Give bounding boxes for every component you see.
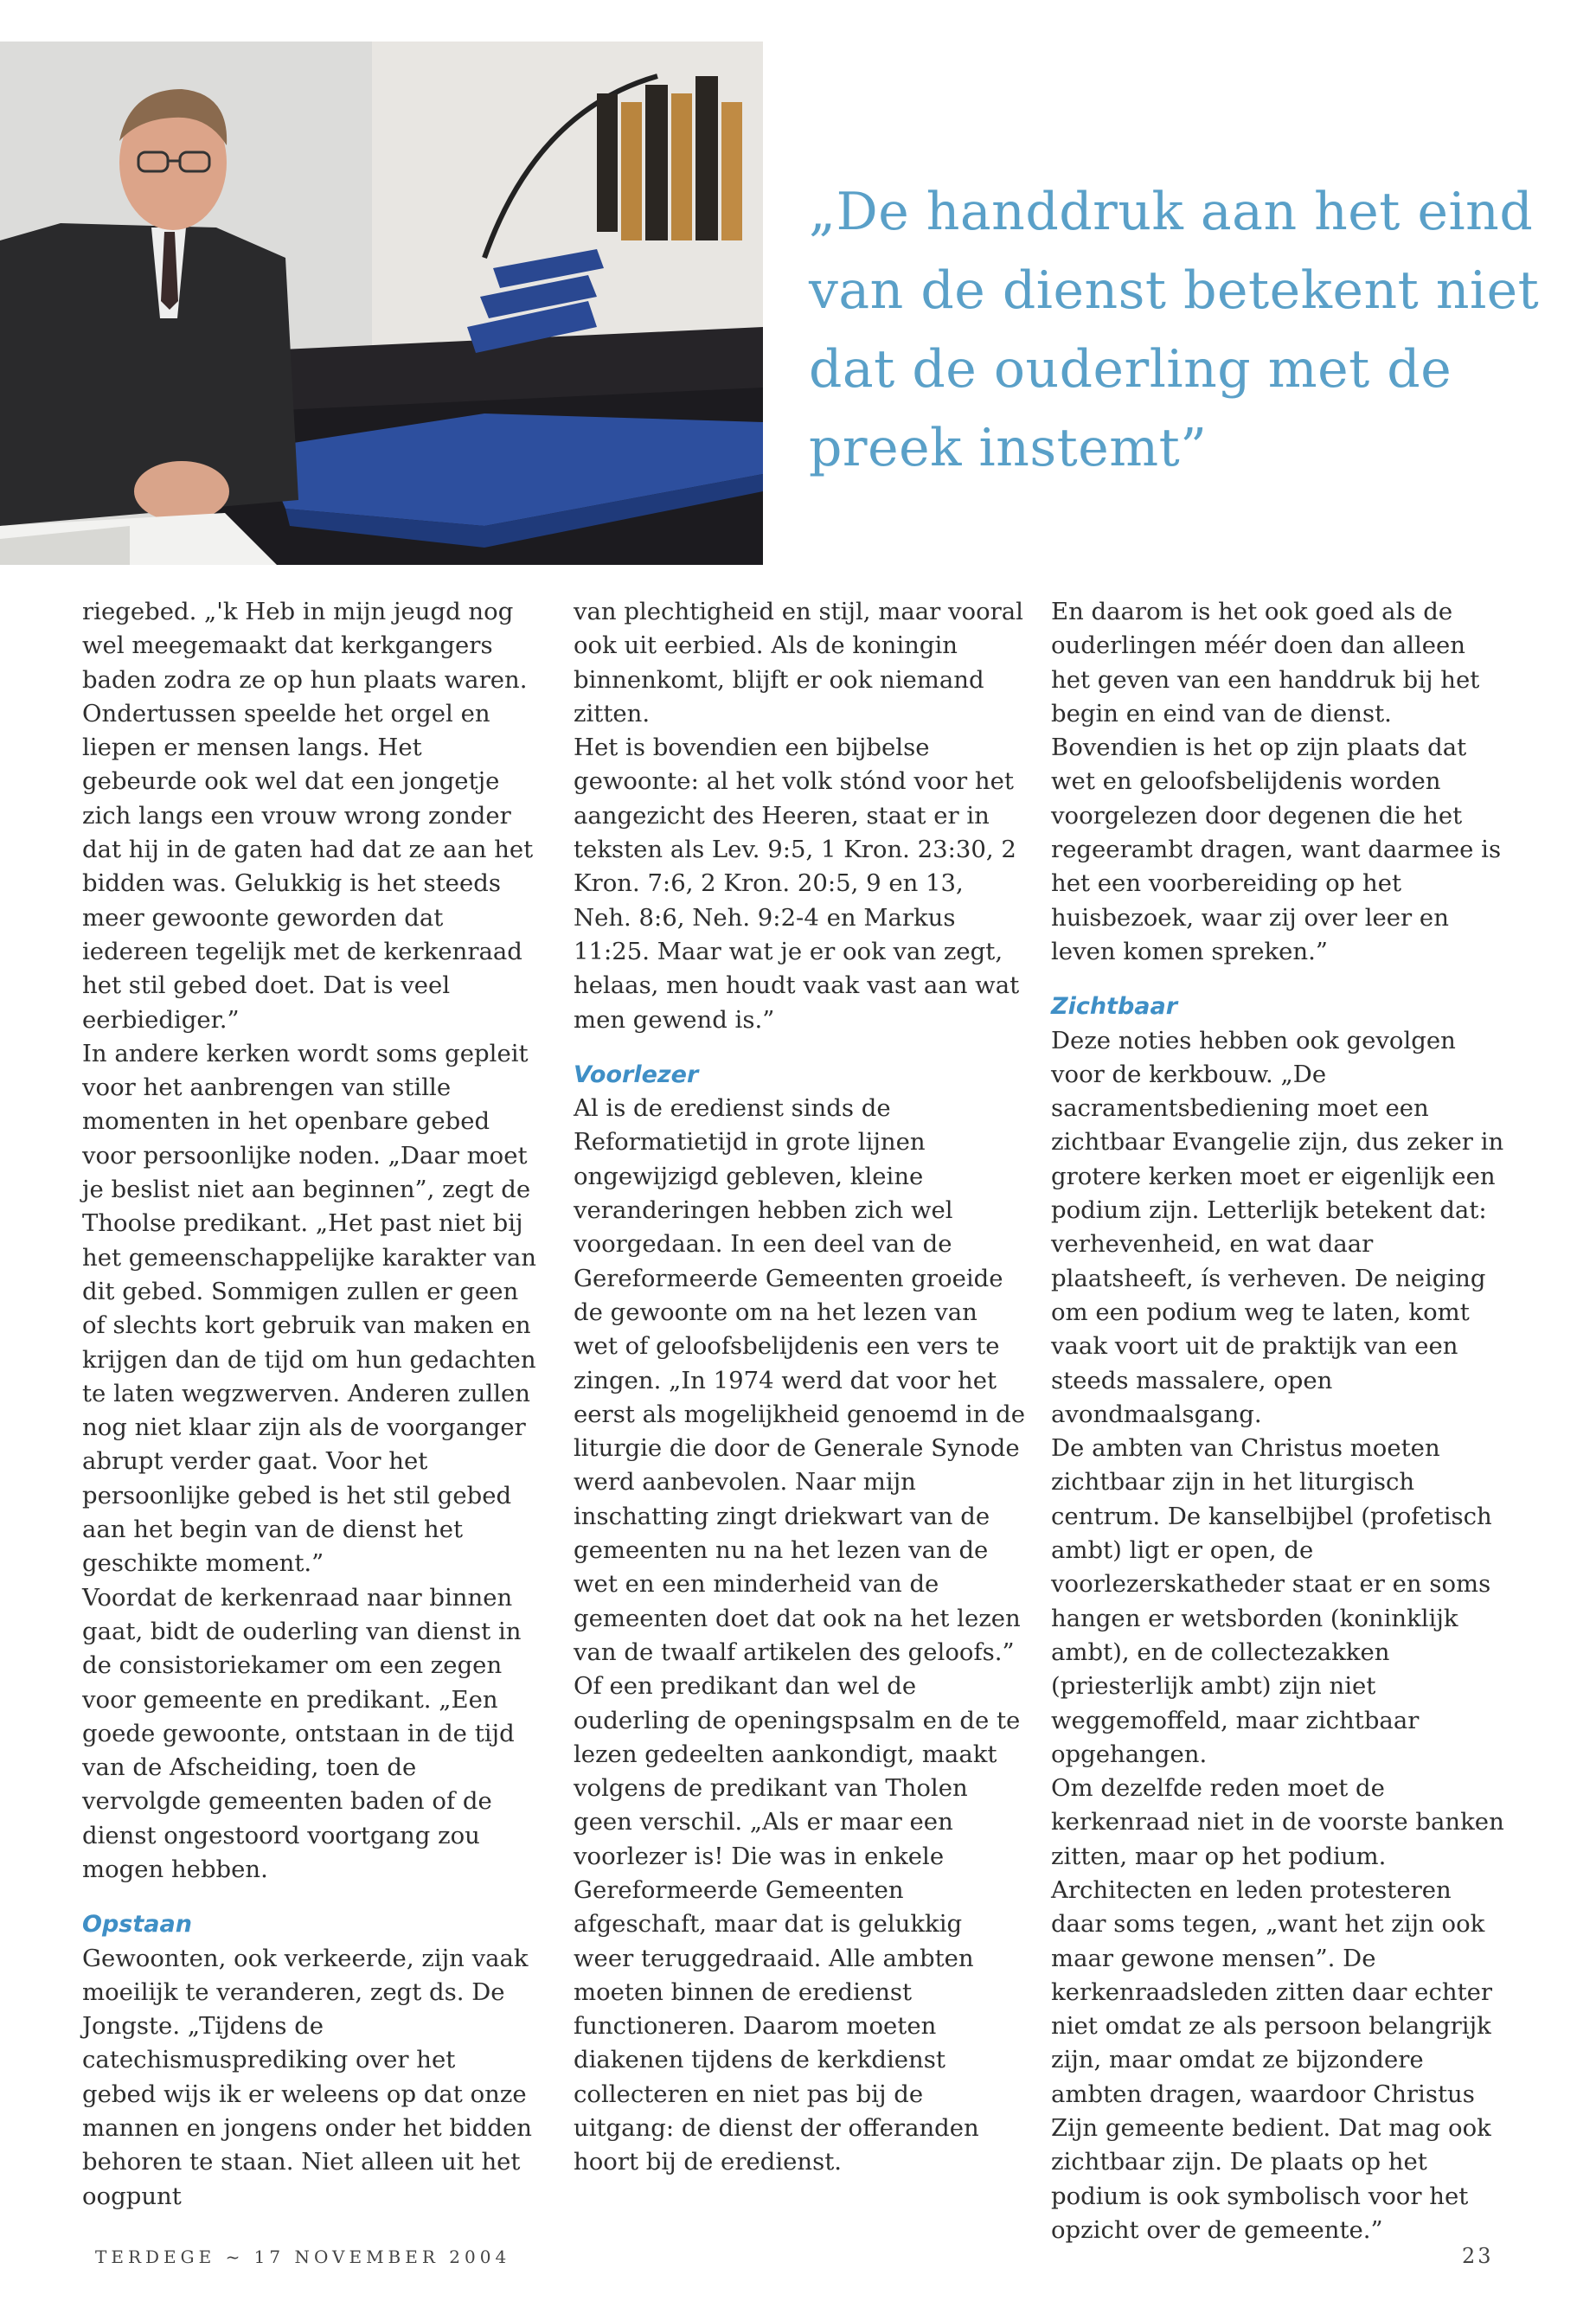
section-heading-opstaan: Opstaan	[82, 1911, 192, 1939]
section-heading-zichtbaar: Zichtbaar	[1051, 993, 1178, 1021]
page-number: 23	[1462, 2244, 1494, 2268]
paragraph: Al is de eredienst sinds de Reformatietijd in grote lijnen ongewijzigd gebleven, kleine veranderingen hebben zich wel voorgedaan. In een deel van de Gereformeerde Gemeenten groeide de gewoonte om na het lezen van wet of geloofsbelijdenis een vers te zingen. „In 1974 werd dat voor het eerst als mogelijkheid genoemd in de liturgie die door de Generale Synode werd aanbevolen. Naar mijn inschatting zingt driekwart van de gemeenten nu na het lezen van de wet en een minderheid van de gemeenten doet dat ook na het lezen van de twaalf artikelen des geloofs.”	[574, 1094, 1026, 1666]
paragraph: Om dezelfde reden moet de kerkenraad niet in de voorste banken zitten, maar op het podium. Architecten en leden protesteren daar soms tegen, „want het zijn ook maar gewone mensen”. De kerkenraadsleden zitten daar echter niet omdat ze als persoon belangrijk zijn, maar omdat ze bijzondere ambten dragen, waardoor Christus Zijn gemeente bedient. Dat mag ook zichtbaar zijn. De plaats op het podium is ook symbolisch voor het opzicht over de gemeente.”	[1051, 1774, 1504, 2244]
paragraph: Voordat de kerkenraad naar binnen gaat, bidt de ouderling van dienst in de consistoriekamer om een zegen voor gemeente en predikant. „Een goede gewoonte, ontstaan in de tijd van de Afscheiding, toen de vervolgde gemeenten baden of de dienst ongestoord voortgang zou mogen hebben.	[82, 1583, 522, 1883]
article-column-3	[1051, 595, 1505, 2247]
article-photo	[0, 42, 763, 565]
paragraph: van plechtigheid en stijl, maar vooral ook uit eerbied. Als de koningin binnenkomt, blijft er ook niemand zitten.	[574, 598, 1023, 727]
paragraph: En daarom is het ook goed als de ouderlingen méér doen dan alleen het geven van een handdruk bij het begin en eind van de dienst. Bovendien is het op zijn plaats dat wet en geloofsbelijdenis worden voorgelezen door degenen die het regeerambt dragen, want daarmee is het een voorbereiding op het huisbezoek, waar zij over leer en leven komen spreken.”	[1051, 598, 1502, 965]
paragraph: Of een predikant dan wel de ouderling de openingspsalm en de te lezen gedeelten aankondigt, maakt volgens de predikant van Tholen geen verschil. „Als er maar een voorlezer is! Die was in enkele Gereformeerde Gemeenten afgeschaft, maar dat is gelukkig weer teruggedraaid. Alle ambten moeten binnen de eredienst functioneren. Daarom moeten diakenen tijdens de kerkdienst collecteren en niet pas bij de uitgang: de dienst der offeranden hoort bij de eredienst.	[574, 1672, 1021, 2176]
photo-illustration	[0, 42, 763, 565]
paragraph: Gewoonten, ook verkeerde, zijn vaak moeilijk te veranderen, zegt ds. De Jongste. „Tijdens de catechismusprediking over het gebed wijs ik er weleens op dat onze mannen en jongens onder het bidden behoren te staan. Niet alleen uit het oogpunt	[82, 1944, 532, 2210]
paragraph: In andere kerken wordt soms gepleit voor het aanbrengen van stille momenten in het openbare gebed voor persoonlijke noden. „Daar moet je beslist niet aan beginnen”, zegt de Thoolse predikant. „Het past niet bij het gemeenschappelijke karakter van dit gebed. Sommigen zullen er geen of slechts kort gebruik van maken en krijgen dan de tijd om hun gedachten te laten wegzwerven. Anderen zullen nog niet klaar zijn als de voorganger abrupt verder gaat. Voor het persoonlijke gebed is het stil gebed aan het begin van de dienst het geschikte moment.”	[82, 1039, 537, 1578]
section-heading-voorlezer: Voorlezer	[574, 1061, 699, 1088]
paragraph: De ambten van Christus moeten zichtbaar zijn in het liturgisch centrum. De kanselbijbel (profetisch ambt) ligt er open, de voorlezerskatheder staat er en soms hangen er wetsborden (koninklijk ambt), en de collectezakken (priesterlijk ambt) zijn niet weggemoffeld, maar zichtbaar opgehangen.	[1051, 1434, 1492, 1768]
paragraph: Het is bovendien een bijbelse gewoonte: al het volk stónd voor het aangezicht des Heeren, staat er in teksten als Lev. 9:5, 1 Kron. 23:30, 2 Kron. 7:6, 2 Kron. 20:5, 9 en 13, Neh. 8:6, Neh. 9:2-4 en Markus 11:25. Maar wat je er ook van zegt, helaas, men houdt vaak vast aan wat men gewend is.”	[574, 734, 1020, 1034]
pull-quote: „De handdruk aan het eind van de dienst betekent niet dat de ouderling met de preek instemt”	[809, 182, 1540, 478]
paragraph: riegebed. „'k Heb in mijn jeugd nog wel meegemaakt dat kerkgangers baden zodra ze op hun plaats waren. Ondertussen speelde het orgel en liepen er mensen langs. Het gebeurde ook wel dat een jongetje zich langs een vrouw wrong zonder dat hij in de gaten had dat ze aan het bidden was. Gelukkig is het steeds meer gewoonte geworden dat iedereen tegelijk met de kerkenraad het stil gebed doet. Dat is veel eerbiediger.”	[82, 598, 534, 1034]
paragraph: Deze noties hebben ook gevolgen voor de kerkbouw. „De sacramentsbediening moet een zichtbaar Evangelie zijn, dus zeker in grotere kerken moet er eigenlijk een podium zijn. Letterlijk betekent dat: verhevenheid, en wat daar plaatsheeft, ís verheven. De neiging om een podium weg te laten, komt vaak voort uit de praktijk van een steeds massalere, open avondmaalsgang.	[1051, 1026, 1504, 1428]
article-column-2	[574, 595, 1028, 2180]
article-column-1	[82, 595, 536, 2214]
footer-publication: TERDEGE ~ 17 NOVEMBER 2004	[95, 2247, 511, 2267]
